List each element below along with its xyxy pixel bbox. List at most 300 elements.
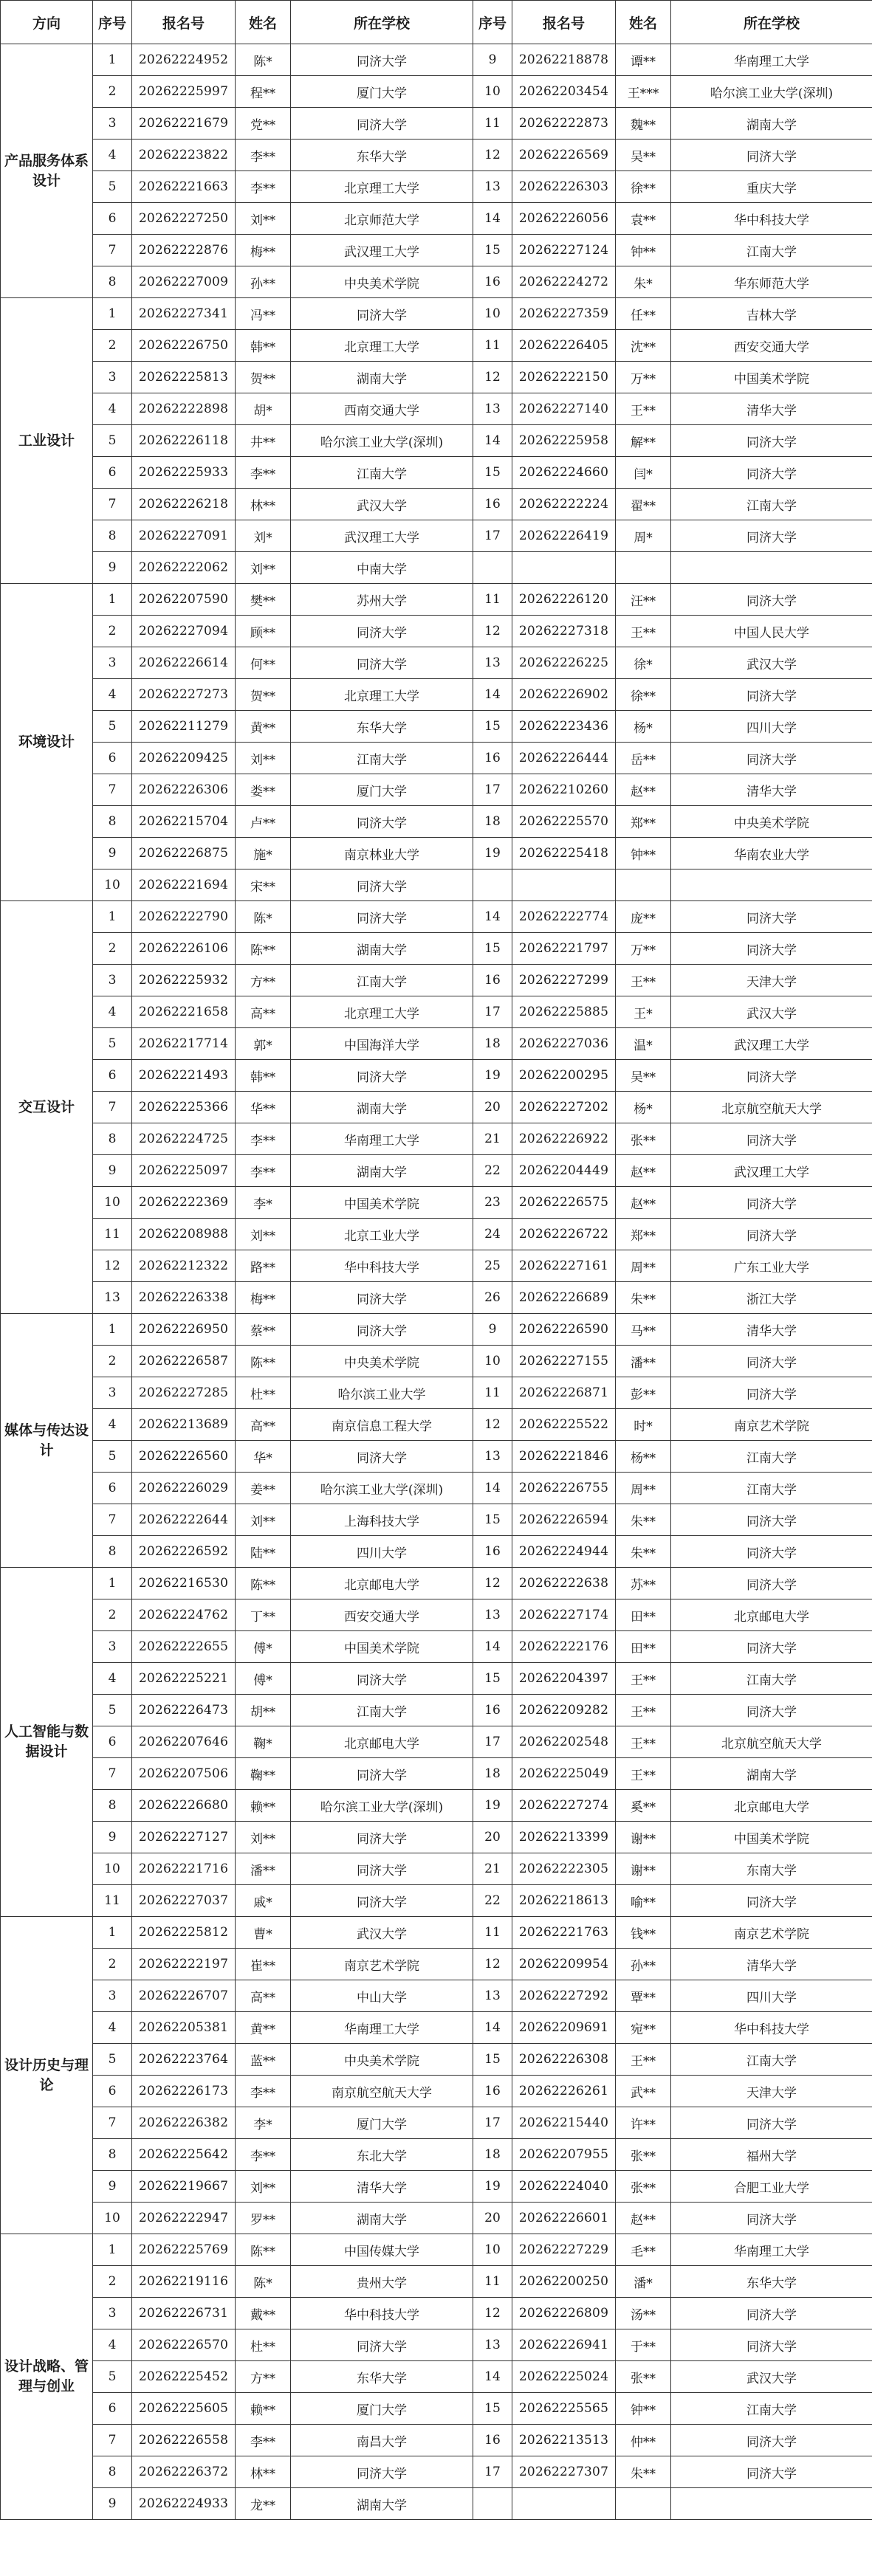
student-name-cell-left: 韩** [236, 330, 291, 362]
school-cell-left: 中山大学 [291, 1980, 473, 2012]
student-name-cell-left: 贺** [236, 679, 291, 711]
reg-number-cell-right: 20262226308 [512, 2044, 616, 2076]
table-row [1, 2139, 872, 2171]
school-cell-right: 同济大学 [671, 1377, 872, 1409]
school-cell-left: 华南理工大学 [291, 1123, 473, 1155]
index-cell-left: 1 [93, 901, 132, 933]
index-cell-right: 13 [473, 393, 512, 425]
reg-number-cell-right: 20262226871 [512, 1377, 616, 1409]
school-cell-right: 同济大学 [671, 1123, 872, 1155]
school-cell-right: 同济大学 [671, 2329, 872, 2361]
reg-number-cell-right: 20262226575 [512, 1187, 616, 1219]
reg-number-cell-left: 20262226731 [132, 2298, 236, 2329]
reg-number-cell-left: 20262217714 [132, 1028, 236, 1060]
index-cell-left: 6 [93, 1473, 132, 1504]
table-row [1, 140, 872, 171]
reg-number-cell-left: 20262225933 [132, 457, 236, 489]
reg-number-cell-right: 20262227124 [512, 235, 616, 266]
index-cell-left: 10 [93, 869, 132, 901]
student-name-cell-left: 华** [236, 1092, 291, 1123]
student-name-cell-left: 胡* [236, 393, 291, 425]
reg-number-cell-right: 20262226809 [512, 2298, 616, 2329]
table-row [1, 2393, 872, 2425]
index-cell-left: 12 [93, 1250, 132, 1282]
reg-number-cell-left: 20262226118 [132, 425, 236, 457]
school-cell-left: 中国海洋大学 [291, 1028, 473, 1060]
table-row [1, 1187, 872, 1219]
school-cell-left: 湖南大学 [291, 2488, 473, 2520]
table-row [1, 2361, 872, 2393]
index-cell-right: 13 [473, 1441, 512, 1473]
school-cell-right: 华南理工大学 [671, 44, 872, 76]
reg-number-cell-right: 20262218878 [512, 44, 616, 76]
reg-number-cell-right: 20262227318 [512, 616, 616, 647]
reg-number-cell-right: 20262213399 [512, 1822, 616, 1853]
index-cell-right: 16 [473, 965, 512, 996]
student-name-cell-right: 马** [616, 1314, 671, 1346]
student-name-cell-left: 潘** [236, 1853, 291, 1885]
index-cell-left: 7 [93, 2425, 132, 2456]
reg-number-cell-left: 20262227273 [132, 679, 236, 711]
index-cell-right: 13 [473, 2329, 512, 2361]
index-cell-left: 6 [93, 2393, 132, 2425]
index-cell-right: 17 [473, 1726, 512, 1758]
reg-number-cell-left: 20262222655 [132, 1631, 236, 1663]
school-cell-right: 同济大学 [671, 1219, 872, 1250]
school-cell-right: 北京航空航天大学 [671, 1726, 872, 1758]
student-name-cell-left: 高** [236, 996, 291, 1028]
index-cell-right: 11 [473, 2266, 512, 2298]
school-cell-right: 同济大学 [671, 679, 872, 711]
reg-number-cell-right: 20262202548 [512, 1726, 616, 1758]
index-cell-left: 2 [93, 933, 132, 965]
student-name-cell-left: 刘** [236, 552, 291, 584]
reg-number-cell-left: 20262221679 [132, 108, 236, 140]
student-name-cell-right: 郑** [616, 806, 671, 838]
reg-number-cell-left: 20262224952 [132, 44, 236, 76]
direction-cell: 设计战略、管理与创业 [1, 2234, 93, 2520]
school-cell-right: 南京艺术学院 [671, 1917, 872, 1949]
table-row [1, 1663, 872, 1695]
reg-number-cell-right: 20262227161 [512, 1250, 616, 1282]
table-row [1, 1219, 872, 1250]
header-index-right: 序号 [473, 1, 512, 44]
student-name-cell-right: 朱* [616, 266, 671, 298]
reg-number-cell-right: 20262225418 [512, 838, 616, 869]
school-cell-left: 北京邮电大学 [291, 1726, 473, 1758]
reg-number-cell-right: 20262222638 [512, 1568, 616, 1599]
header-regno-right: 报名号 [512, 1, 616, 44]
school-cell-right: 浙江大学 [671, 1282, 872, 1314]
reg-number-cell-right: 20262226922 [512, 1123, 616, 1155]
reg-number-cell-right: 20262227229 [512, 2234, 616, 2266]
student-name-cell-right: 周** [616, 1473, 671, 1504]
index-cell-right: 15 [473, 2044, 512, 2076]
reg-number-cell-right: 20262227359 [512, 298, 616, 330]
school-cell-left: 同济大学 [291, 647, 473, 679]
index-cell-left: 2 [93, 1949, 132, 1980]
reg-number-cell-left: 20262222876 [132, 235, 236, 266]
index-cell-right: 17 [473, 520, 512, 552]
school-cell-right: 同济大学 [671, 743, 872, 774]
school-cell-right: 同济大学 [671, 1504, 872, 1536]
index-cell-right: 14 [473, 2012, 512, 2044]
school-cell-left: 南京信息工程大学 [291, 1409, 473, 1441]
index-cell-left: 1 [93, 2234, 132, 2266]
index-cell-left: 1 [93, 44, 132, 76]
index-cell-right: 16 [473, 743, 512, 774]
school-cell-left: 北京师范大学 [291, 203, 473, 235]
reg-number-cell-left: 20262219116 [132, 2266, 236, 2298]
reg-number-cell-right: 20262227307 [512, 2456, 616, 2488]
index-cell-right: 13 [473, 171, 512, 203]
student-name-cell-right: 张** [616, 1123, 671, 1155]
school-cell-left: 同济大学 [291, 2456, 473, 2488]
student-name-cell-right: 宛** [616, 2012, 671, 2044]
reg-number-cell-left: 20262226570 [132, 2329, 236, 2361]
table-row [1, 1726, 872, 1758]
reg-number-cell-left: 20262221716 [132, 1853, 236, 1885]
index-cell-left: 5 [93, 171, 132, 203]
school-cell-right: 武汉理工大学 [671, 1155, 872, 1187]
index-cell-right: 13 [473, 1980, 512, 2012]
index-cell-right: 23 [473, 1187, 512, 1219]
student-name-cell-right: 汤** [616, 2298, 671, 2329]
school-cell-left: 厦门大学 [291, 76, 473, 108]
school-cell-right: 四川大学 [671, 1980, 872, 2012]
school-cell-right: 江南大学 [671, 235, 872, 266]
school-cell-right: 同济大学 [671, 2425, 872, 2456]
student-name-cell-left: 鞠* [236, 1726, 291, 1758]
student-name-cell-left: 高** [236, 1980, 291, 2012]
table-row [1, 1473, 872, 1504]
table-row [1, 1250, 872, 1282]
index-cell-right: 16 [473, 2425, 512, 2456]
reg-number-cell-left: 20262205381 [132, 2012, 236, 2044]
reg-number-cell-right: 20262226569 [512, 140, 616, 171]
reg-number-cell-left: 20262227127 [132, 1822, 236, 1853]
index-cell-right: 15 [473, 711, 512, 743]
student-name-cell-right: 任** [616, 298, 671, 330]
reg-number-cell-left: 20262224933 [132, 2488, 236, 2520]
school-cell-left: 同济大学 [291, 869, 473, 901]
index-cell-right: 17 [473, 2456, 512, 2488]
reg-number-cell-right: 20262204449 [512, 1155, 616, 1187]
student-name-cell-left: 陈* [236, 2266, 291, 2298]
table-row [1, 2234, 872, 2266]
index-cell-right: 19 [473, 838, 512, 869]
school-cell-left: 哈尔滨工业大学(深圳) [291, 1473, 473, 1504]
table-row [1, 298, 872, 330]
table-row [1, 1441, 872, 1473]
index-cell-left: 4 [93, 679, 132, 711]
index-cell-right: 12 [473, 1568, 512, 1599]
table-row [1, 330, 872, 362]
student-name-cell-right: 徐* [616, 647, 671, 679]
index-cell-right: 21 [473, 1853, 512, 1885]
student-name-cell-left: 李** [236, 457, 291, 489]
index-cell-right: 20 [473, 1822, 512, 1853]
reg-number-cell-right: 20262226444 [512, 743, 616, 774]
school-cell-right: 南京艺术学院 [671, 1409, 872, 1441]
student-name-cell-right: 仲** [616, 2425, 671, 2456]
school-cell-left: 中央美术学院 [291, 2044, 473, 2076]
reg-number-cell-right [512, 552, 616, 584]
school-cell-left: 华中科技大学 [291, 2298, 473, 2329]
student-name-cell-right: 王** [616, 393, 671, 425]
school-cell-left: 华南理工大学 [291, 2012, 473, 2044]
school-cell-left: 同济大学 [291, 1282, 473, 1314]
reg-number-cell-left: 20262226029 [132, 1473, 236, 1504]
school-cell-left: 湖南大学 [291, 1155, 473, 1187]
school-cell-right: 同济大学 [671, 2107, 872, 2139]
reg-number-cell-left: 20262215704 [132, 806, 236, 838]
student-name-cell-right: 徐** [616, 171, 671, 203]
index-cell-right: 14 [473, 425, 512, 457]
student-name-cell-right: 张** [616, 2139, 671, 2171]
school-cell-left: 武汉理工大学 [291, 520, 473, 552]
index-cell-right: 11 [473, 1917, 512, 1949]
table-row [1, 996, 872, 1028]
student-name-cell-left: 陈** [236, 1346, 291, 1377]
reg-number-cell-left: 20262226750 [132, 330, 236, 362]
table-row [1, 1822, 872, 1853]
school-cell-left: 北京邮电大学 [291, 1568, 473, 1599]
school-cell-right: 北京邮电大学 [671, 1790, 872, 1822]
reg-number-cell-right: 20262210260 [512, 774, 616, 806]
table-row [1, 1917, 872, 1949]
school-cell-right: 江南大学 [671, 2393, 872, 2425]
student-name-cell-left: 方** [236, 2361, 291, 2393]
school-cell-left: 西安交通大学 [291, 1599, 473, 1631]
reg-number-cell-left: 20262223764 [132, 2044, 236, 2076]
index-cell-right: 19 [473, 1790, 512, 1822]
school-cell-right: 华中科技大学 [671, 2012, 872, 2044]
school-cell-left: 南京艺术学院 [291, 1949, 473, 1980]
school-cell-left: 厦门大学 [291, 774, 473, 806]
reg-number-cell-right: 20262226941 [512, 2329, 616, 2361]
student-name-cell-left: 戚* [236, 1885, 291, 1917]
direction-cell: 设计历史与理论 [1, 1917, 93, 2234]
student-name-cell-right: 毛** [616, 2234, 671, 2266]
school-cell-left: 北京理工大学 [291, 330, 473, 362]
table-row [1, 2044, 872, 2076]
school-cell-right: 西安交通大学 [671, 330, 872, 362]
table-row [1, 711, 872, 743]
index-cell-left: 6 [93, 1060, 132, 1092]
reg-number-cell-right: 20262224272 [512, 266, 616, 298]
student-name-cell-left: 陈** [236, 1568, 291, 1599]
reg-number-cell-right: 20262225885 [512, 996, 616, 1028]
student-name-cell-right: 王** [616, 965, 671, 996]
student-name-cell-right: 钟** [616, 2393, 671, 2425]
school-cell-left: 中南大学 [291, 552, 473, 584]
reg-number-cell-right: 20262227036 [512, 1028, 616, 1060]
reg-number-cell-right: 20262226590 [512, 1314, 616, 1346]
reg-number-cell-left: 20262226382 [132, 2107, 236, 2139]
student-name-cell-left: 韩** [236, 1060, 291, 1092]
index-cell-left: 4 [93, 140, 132, 171]
school-cell-right: 华南理工大学 [671, 2234, 872, 2266]
index-cell-right: 12 [473, 1409, 512, 1441]
student-name-cell-right: 周* [616, 520, 671, 552]
table-row [1, 679, 872, 711]
school-cell-left: 中国传媒大学 [291, 2234, 473, 2266]
index-cell-right: 20 [473, 1092, 512, 1123]
reg-number-cell-left: 20262222644 [132, 1504, 236, 1536]
student-name-cell-left: 林** [236, 2456, 291, 2488]
index-cell-left: 11 [93, 1219, 132, 1250]
index-cell-left: 5 [93, 425, 132, 457]
index-cell-left: 13 [93, 1282, 132, 1314]
table-row [1, 266, 872, 298]
table-row [1, 1758, 872, 1790]
direction-cell: 环境设计 [1, 584, 93, 901]
student-name-cell-right: 覃** [616, 1980, 671, 2012]
index-cell-left: 8 [93, 1536, 132, 1568]
table-row [1, 2425, 872, 2456]
reg-number-cell-right: 20262224040 [512, 2171, 616, 2203]
table-row [1, 1853, 872, 1885]
school-cell-right: 同济大学 [671, 2456, 872, 2488]
table-row [1, 743, 872, 774]
school-cell-left: 中国美术学院 [291, 1631, 473, 1663]
reg-number-cell-right: 20262200295 [512, 1060, 616, 1092]
index-cell-left: 4 [93, 2329, 132, 2361]
school-cell-left: 北京理工大学 [291, 679, 473, 711]
reg-number-cell-left: 20262207590 [132, 584, 236, 616]
student-name-cell-right: 吴** [616, 140, 671, 171]
student-name-cell-right: 武** [616, 2076, 671, 2107]
reg-number-cell-right: 20262222150 [512, 362, 616, 393]
reg-number-cell-left: 20262227285 [132, 1377, 236, 1409]
school-cell-right: 同济大学 [671, 933, 872, 965]
index-cell-left: 2 [93, 2266, 132, 2298]
index-cell-left: 3 [93, 647, 132, 679]
reg-number-cell-left: 20262225932 [132, 965, 236, 996]
school-cell-right: 中国美术学院 [671, 362, 872, 393]
index-cell-left: 3 [93, 1980, 132, 2012]
table-row [1, 1599, 872, 1631]
student-name-cell-left: 刘** [236, 1504, 291, 1536]
school-cell-right: 东南大学 [671, 1853, 872, 1885]
index-cell-left: 6 [93, 457, 132, 489]
school-cell-right: 武汉理工大学 [671, 1028, 872, 1060]
student-name-cell-right: 田** [616, 1631, 671, 1663]
student-name-cell-right: 朱** [616, 1282, 671, 1314]
reg-number-cell-right: 20262221763 [512, 1917, 616, 1949]
reg-number-cell-left: 20262225769 [132, 2234, 236, 2266]
header-name-right: 姓名 [616, 1, 671, 44]
student-name-cell-right: 张** [616, 2171, 671, 2203]
reg-number-cell-left: 20262225097 [132, 1155, 236, 1187]
reg-number-cell-right: 20262227292 [512, 1980, 616, 2012]
school-cell-right: 同济大学 [671, 1695, 872, 1726]
reg-number-cell-right: 20262222873 [512, 108, 616, 140]
table-row [1, 203, 872, 235]
student-name-cell-left: 梅** [236, 235, 291, 266]
index-cell-right: 22 [473, 1155, 512, 1187]
table-row [1, 806, 872, 838]
school-cell-right: 清华大学 [671, 393, 872, 425]
table-row [1, 2329, 872, 2361]
index-cell-left: 8 [93, 520, 132, 552]
student-name-cell-left: 贺** [236, 362, 291, 393]
index-cell-left: 8 [93, 2139, 132, 2171]
index-cell-right: 14 [473, 901, 512, 933]
index-cell-left: 7 [93, 1758, 132, 1790]
student-name-cell-left: 陈** [236, 2234, 291, 2266]
student-name-cell-left: 顾** [236, 616, 291, 647]
table-row [1, 235, 872, 266]
index-cell-left: 6 [93, 743, 132, 774]
index-cell-right: 16 [473, 489, 512, 520]
header-regno-left: 报名号 [132, 1, 236, 44]
student-name-cell-left: 姜** [236, 1473, 291, 1504]
reg-number-cell-right: 20262224660 [512, 457, 616, 489]
reg-number-cell-left: 20262225366 [132, 1092, 236, 1123]
table-row [1, 774, 872, 806]
school-cell-right: 中国美术学院 [671, 1822, 872, 1853]
school-cell-left: 北京工业大学 [291, 1219, 473, 1250]
school-cell-right: 江南大学 [671, 1441, 872, 1473]
student-name-cell-left: 赖** [236, 2393, 291, 2425]
student-name-cell-left: 梅** [236, 1282, 291, 1314]
reg-number-cell-left: 20262227037 [132, 1885, 236, 1917]
school-cell-left: 湖南大学 [291, 933, 473, 965]
table-row [1, 933, 872, 965]
table-row [1, 1980, 872, 2012]
reg-number-cell-right: 20262209954 [512, 1949, 616, 1980]
school-cell-left: 同济大学 [291, 1441, 473, 1473]
school-cell-right: 广东工业大学 [671, 1250, 872, 1282]
reg-number-cell-left: 20262227009 [132, 266, 236, 298]
index-cell-left: 6 [93, 1726, 132, 1758]
table-row [1, 108, 872, 140]
student-name-cell-right: 万** [616, 362, 671, 393]
school-cell-right [671, 869, 872, 901]
school-cell-right: 江南大学 [671, 489, 872, 520]
student-name-cell-left: 冯** [236, 298, 291, 330]
reg-number-cell-left: 20262207506 [132, 1758, 236, 1790]
index-cell-left: 4 [93, 1663, 132, 1695]
student-name-cell-left: 黄** [236, 2012, 291, 2044]
index-cell-right: 16 [473, 266, 512, 298]
index-cell-right: 15 [473, 2393, 512, 2425]
school-cell-left: 同济大学 [291, 1060, 473, 1092]
student-name-cell-left: 陈* [236, 44, 291, 76]
reg-number-cell-left: 20262207646 [132, 1726, 236, 1758]
reg-number-cell-left: 20262226558 [132, 2425, 236, 2456]
reg-number-cell-left: 20262225605 [132, 2393, 236, 2425]
reg-number-cell-right: 20262215440 [512, 2107, 616, 2139]
school-cell-left: 同济大学 [291, 1885, 473, 1917]
reg-number-cell-left: 20262224725 [132, 1123, 236, 1155]
student-name-cell-right: 时* [616, 1409, 671, 1441]
reg-number-cell-left: 20262221663 [132, 171, 236, 203]
student-name-cell-right: 赵** [616, 774, 671, 806]
reg-number-cell-left: 20262225813 [132, 362, 236, 393]
school-cell-right: 湖南大学 [671, 108, 872, 140]
index-cell-right: 18 [473, 806, 512, 838]
table-row [1, 1790, 872, 1822]
index-cell-left: 8 [93, 266, 132, 298]
school-cell-left: 南京航空航天大学 [291, 2076, 473, 2107]
index-cell-right: 12 [473, 616, 512, 647]
table-row [1, 647, 872, 679]
school-cell-right [671, 2488, 872, 2520]
student-name-cell-right: 杨* [616, 711, 671, 743]
